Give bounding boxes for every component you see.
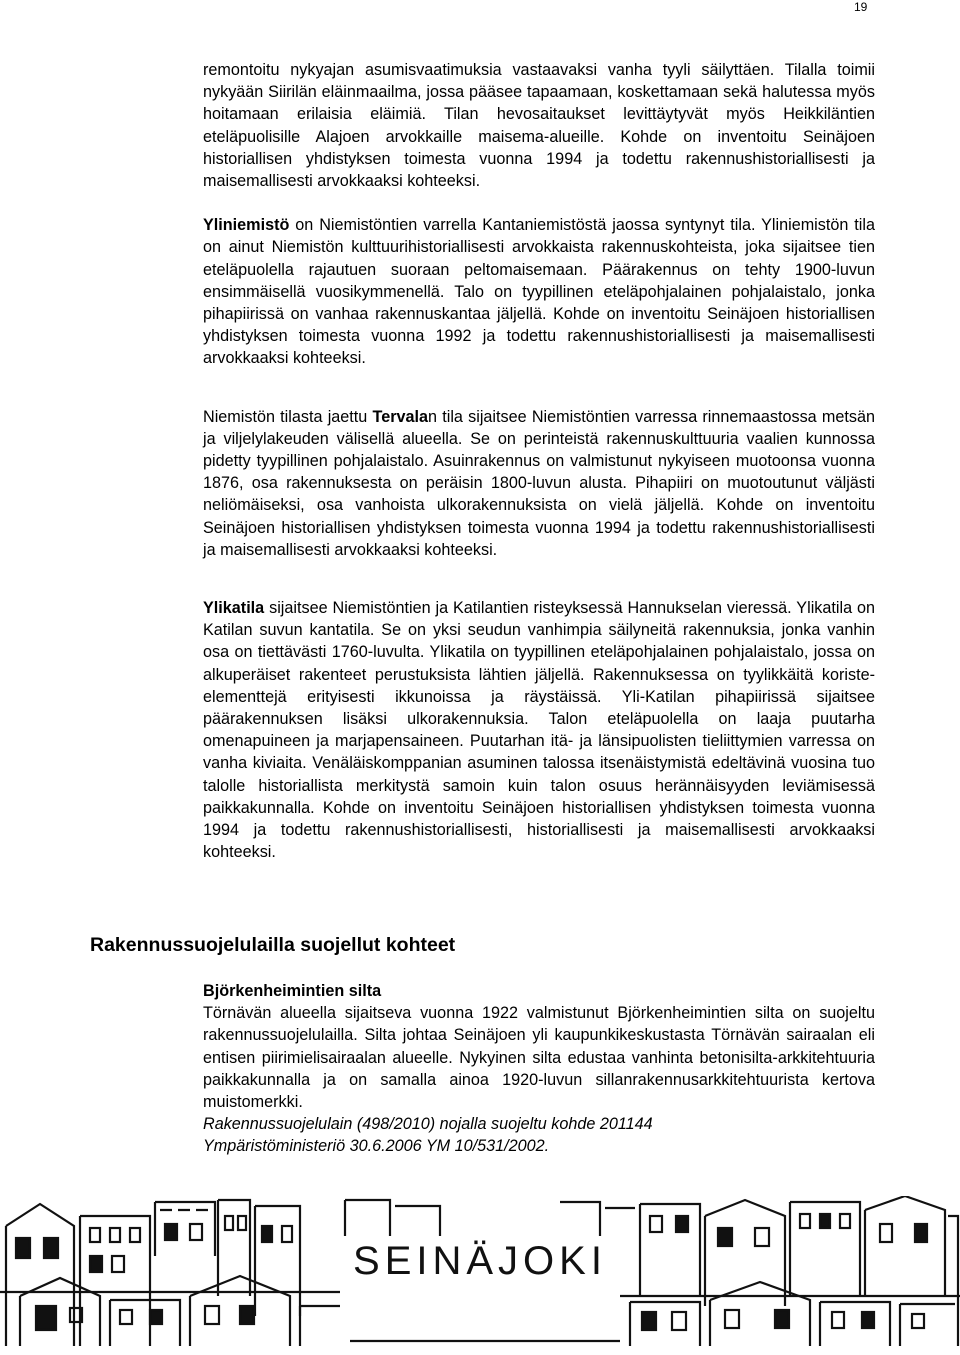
main-text	[203, 59, 875, 864]
bridge-law-line-1: Rakennussuojelulain (498/2010) nojalla suojeltu kohde 201144	[203, 1115, 653, 1134]
seinajoki-logo-text: SEINÄJOKI	[353, 1239, 607, 1283]
bridge-section	[203, 980, 875, 1158]
footer-townscape-logo	[0, 1196, 960, 1355]
yliniemisto-text: on Niemistöntien varrella Kantaniemistöstä jaossa syntynyt tila. Yliniemistön tila on ainut Niemistön kulttuurihistoriallisesti arvokkaista rakennuskohteista, joka sijaitsee tien eteläpuolella rajautuen suoraan peltomaisemaan. Päärakennus on tehty 1900-luvun ensimmäisellä vuosikymmenellä. Talo on tyypillinen eteläpohjalainen pohjalaistalo, jonka pihapiirissä on vanhaa rakennuskantaa jäljellä. Kohde on inventoitu Seinäjoen historiallisen yhdistyksen toimesta vuonna 1992 ja todettu rakennushistoriallisesti ja maisemallisesti arvokkaaksi kohteeksi.	[203, 216, 875, 368]
page-number: 19	[854, 0, 868, 14]
yliniemisto-name: Yliniemistö	[203, 216, 290, 235]
tervala-name: Tervala	[372, 407, 429, 426]
paragraph-yliniemisto	[203, 214, 875, 369]
tervala-text: n tila sijaitsee Niemistöntien varressa rinnemaastossa metsän ja viljelylakeuden välisellä alueella. Se on perinteistä rakennuskulttuuria vaalien kunnossa pidetty tyypillinen pohjalaistalo. Asuinrakennus on valmistunut nykyiseen muotoonsa vuonna 1876, osa rakennuksesta on peräisin 1800-luvun alusta. Pihapiiri on muotoutunut väljästi neliömäiseksi, osa vanhoista ulkorakennuksista on vielä jäljellä. Kohde on inventoitu Seinäjoen historiallisen yhdistyksen toimesta vuonna 1994 ja todettu rakennushistoriallisesti ja maisemallisesti arvokkaaksi kohteeksi.	[203, 407, 875, 559]
bridge-law-line-2: Ympäristöministeriö 30.6.2006 YM 10/531/2002.	[203, 1137, 550, 1156]
bridge-text: Törnävän alueella sijaitseva vuonna 1922 valmistunut Björkenheimintien silta on suojeltu rakennussuojelulailla. Silta johtaa Seinäjoen yli kaupunkikeskustasta Törnävän sairaalan eli entisen piirimielisairaalan alueelle. Nykyinen silta edustaa vanhinta betonisilta-arkkitehtuuria paikkakunnalla ja on samalla ainoa 1920-luvun sillanrakennusarkkitehtuurista kertova muistomerkki.	[203, 1004, 875, 1112]
ylikatila-text: sijaitsee Niemistöntien ja Katilantien risteyksessä Hannukselan vieressä. Ylikatila on Katilan suvun kantatila. Se on yksi seudun vanhimpia säilyneitä rakennuksia, jonka vanhin osa on tiettävästi 1760-luvulta. Ylikatila on tyypillinen eteläpohjalainen pohjalaistalo, jossa on alkuperäiset rakenteet perustuksista lähtien jäljellä. Rakennuksessa on tyylikkäitä koriste-elementtejä erityisesti ikkunoissa ja räystäissä. Yli-Katilan pihapiirissä sijaitsee päärakennuksen lisäksi ulkorakennuksia. Talon eteläpuolella on laaja puutarha omenapuineen ja marjapensaineen. Puutarhan itä- ja länsipuolisten tieliittymien varressa on vanha kiviaita. Venäläiskomppanian asuminen talossa itsenäistymistä edeltävinä vuosina tuo talolle historiallista merkitystä samoin kuin talon osuus herännäisyyden leviämisessä paikkakunnalla. Kohde on inventoitu Seinäjoen historiallisen yhdistyksen toimesta vuonna 1994 ja todettu rakennushistoriallisesti, historiallisesti ja maisemallisesti arvokkaaksi kohteeksi.	[203, 599, 875, 862]
paragraph-ylikatila	[203, 597, 875, 863]
ylikatila-name: Ylikatila	[203, 599, 265, 618]
tervala-prefix: Niemistön tilasta jaettu	[203, 407, 373, 426]
paragraph-siirila: remontoitu nykyajan asumisvaatimuksia vastaavaksi vanha tyyli säilyttäen. Tilalla toimii nykyään Siirilän eläinmaailma, jossa pääsee tapaamaan, koskettamaan sekä halutessa myös hoitamaan erilaisia eläimiä. Tilan hevosaitaukset levittäytyvät myös Heikkiläntien eteläpuolisille Alajoen arvokkaille maisema-alueille. Kohde on inventoitu Seinäjoen historiallisen yhdistyksen toimesta vuonna 1994 ja todettu rakennushistoriallisesti ja maisemallisesti arvokkaaksi kohteeksi.	[203, 61, 875, 191]
paragraph-tervala	[203, 406, 875, 561]
section-heading: Rakennussuojelulailla suojellut kohteet	[90, 934, 456, 956]
bridge-title: Björkenheimintien silta	[203, 982, 382, 1000]
